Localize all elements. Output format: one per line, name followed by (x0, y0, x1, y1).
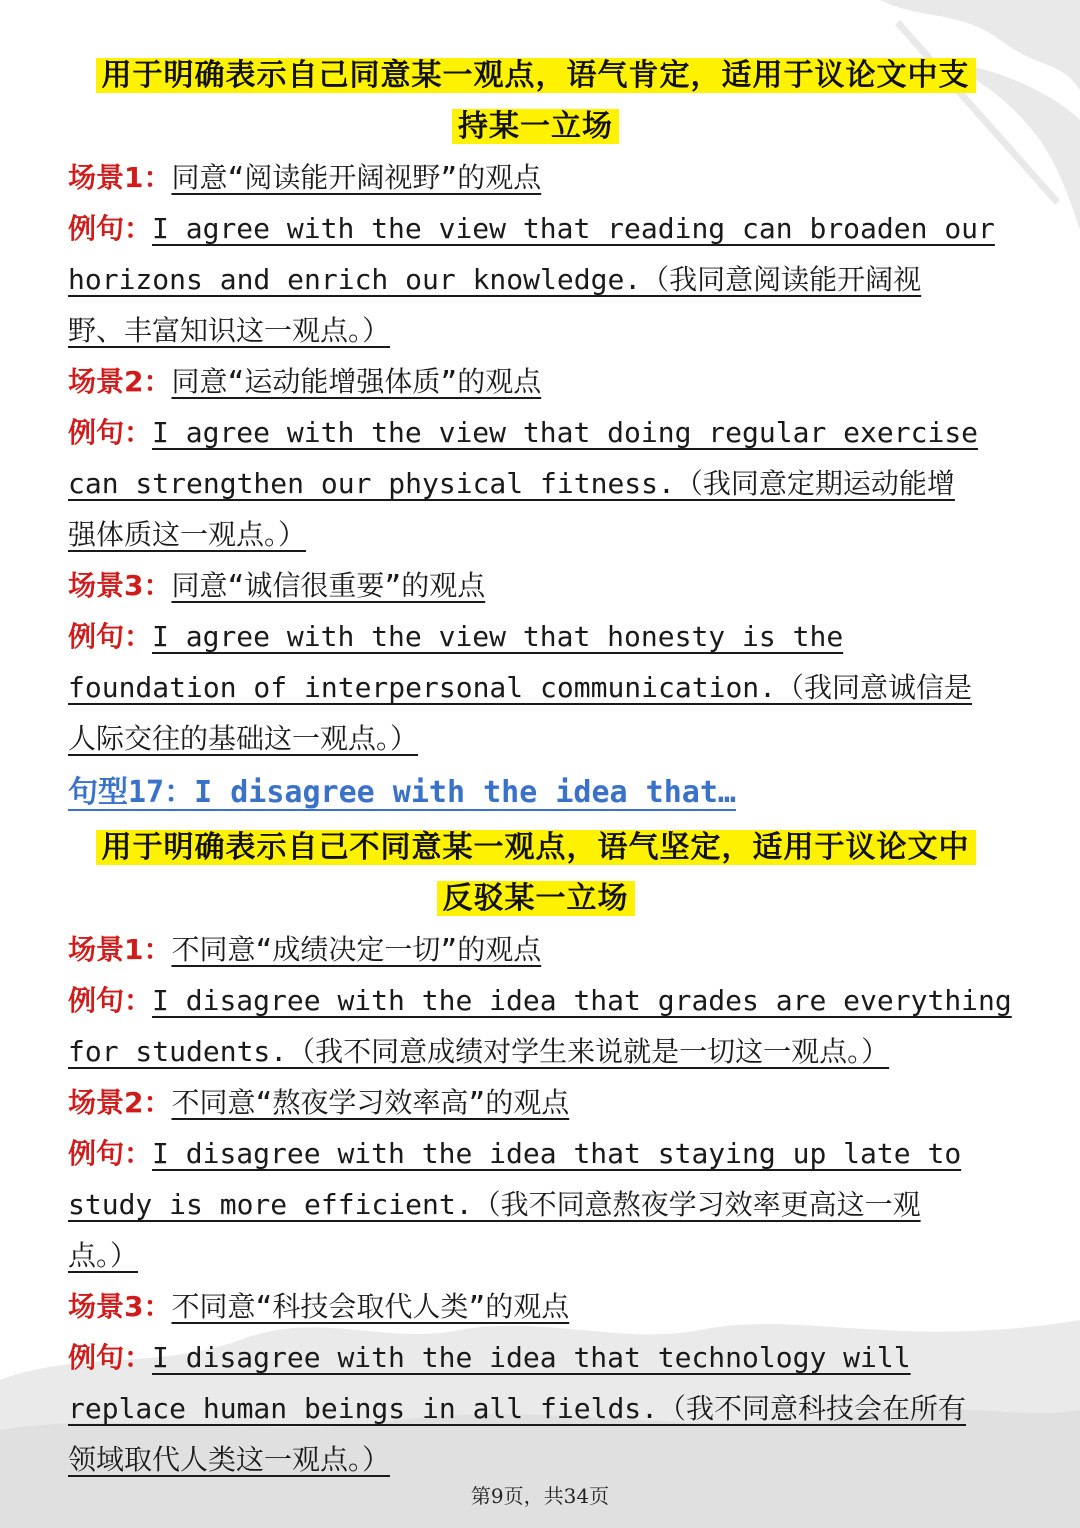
example-line (68, 713, 1003, 764)
example-text: horizons and enrich our knowledge.（我同意阅读能开阔视 (68, 263, 922, 296)
example-label: 例句： (68, 984, 153, 1017)
intro-highlight-line-2 (68, 101, 1003, 152)
example-label: 例句： (68, 1137, 153, 1170)
scene-label: 场景2： (68, 365, 172, 398)
highlighted-text: 用于明确表示自己不同意某一观点，语气坚定，适用于议论文中 (96, 830, 976, 865)
pattern-17-highlight-line-2 (68, 873, 1003, 924)
pattern-17-highlight-line-1 (68, 822, 1003, 873)
scene-topic: 不同意“科技会取代人类”的观点 (171, 1290, 570, 1323)
example-line (68, 305, 1003, 356)
example-line (68, 254, 1003, 305)
example-text: I disagree with the idea that grades are everything (152, 984, 1012, 1017)
example-line (68, 975, 1012, 1026)
example-line (68, 1434, 1003, 1485)
example-text: I agree with the view that doing regular exercise (152, 416, 979, 449)
example-text: replace human beings in all fields.（我不同意科技会在所有 (68, 1392, 967, 1425)
example-text: can strengthen our physical fitness.（我同意定期运动能增 (68, 467, 955, 500)
example-text: I disagree with the idea that staying up late to (152, 1137, 962, 1170)
scene-heading (68, 1077, 1003, 1128)
highlighted-text: 用于明确表示自己同意某一观点，语气肯定，适用于议论文中支 (96, 58, 976, 93)
page-number: 第9页，共34页 (470, 1484, 610, 1508)
highlighted-text: 持某一立场 (452, 109, 619, 144)
example-line (68, 662, 1003, 713)
scene-label: 场景3： (68, 1290, 172, 1323)
scene-topic: 同意“运动能增强体质”的观点 (171, 365, 542, 398)
pattern-title: 句型17：I disagree with the idea that… (68, 775, 736, 810)
example-text: I disagree with the idea that technology will (152, 1341, 911, 1374)
example-text: I agree with the view that reading can broaden our (152, 212, 995, 245)
example-text: 人际交往的基础这一观点。） (68, 722, 419, 755)
scene-heading (68, 152, 1003, 203)
scene-label: 场景3： (68, 569, 172, 602)
example-line (68, 1230, 1003, 1281)
scene-heading (68, 356, 1003, 407)
example-text: foundation of interpersonal communication.（我同意诚信是 (68, 671, 973, 704)
example-text: for students.（我不同意成绩对学生来说就是一切这一观点。） (68, 1035, 890, 1068)
example-text: 野、丰富知识这一观点。） (68, 314, 391, 347)
highlighted-text: 反驳某一立场 (437, 881, 635, 916)
example-label: 例句： (68, 620, 153, 653)
scene-topic: 同意“诚信很重要”的观点 (171, 569, 486, 602)
example-line (68, 611, 1003, 662)
example-line (68, 458, 1003, 509)
example-line (68, 1026, 1003, 1077)
scene-heading (68, 1281, 1003, 1332)
scene-topic: 同意“阅读能开阔视野”的观点 (171, 161, 542, 194)
scene-topic: 不同意“熬夜学习效率高”的观点 (171, 1086, 570, 1119)
example-text: I agree with the view that honesty is the (152, 620, 844, 653)
intro-highlight-line-1 (68, 50, 1003, 101)
example-text: 领域取代人类这一观点。） (68, 1443, 391, 1476)
example-text: study is more efficient.（我不同意熬夜学习效率更高这一观 (68, 1188, 921, 1221)
scene-heading (68, 560, 1003, 611)
example-line (68, 1179, 1003, 1230)
example-line (68, 1383, 1003, 1434)
page-number-footer (0, 1480, 1080, 1509)
example-line (68, 1332, 1003, 1383)
scene-topic: 不同意“成绩决定一切”的观点 (171, 933, 542, 966)
example-line (68, 407, 1003, 458)
scene-label: 场景1： (68, 161, 172, 194)
scene-heading (68, 924, 1003, 975)
document-body (68, 50, 1012, 1485)
scene-label: 场景1： (68, 933, 172, 966)
example-text: 强体质这一观点。） (68, 518, 307, 551)
example-label: 例句： (68, 416, 153, 449)
example-label: 例句： (68, 1341, 153, 1374)
pattern-17-heading (68, 764, 1003, 822)
example-line (68, 1128, 1003, 1179)
scene-label: 场景2： (68, 1086, 172, 1119)
example-label: 例句： (68, 212, 153, 245)
example-line (68, 509, 1003, 560)
example-line (68, 203, 1003, 254)
example-text: 点。） (68, 1239, 139, 1272)
